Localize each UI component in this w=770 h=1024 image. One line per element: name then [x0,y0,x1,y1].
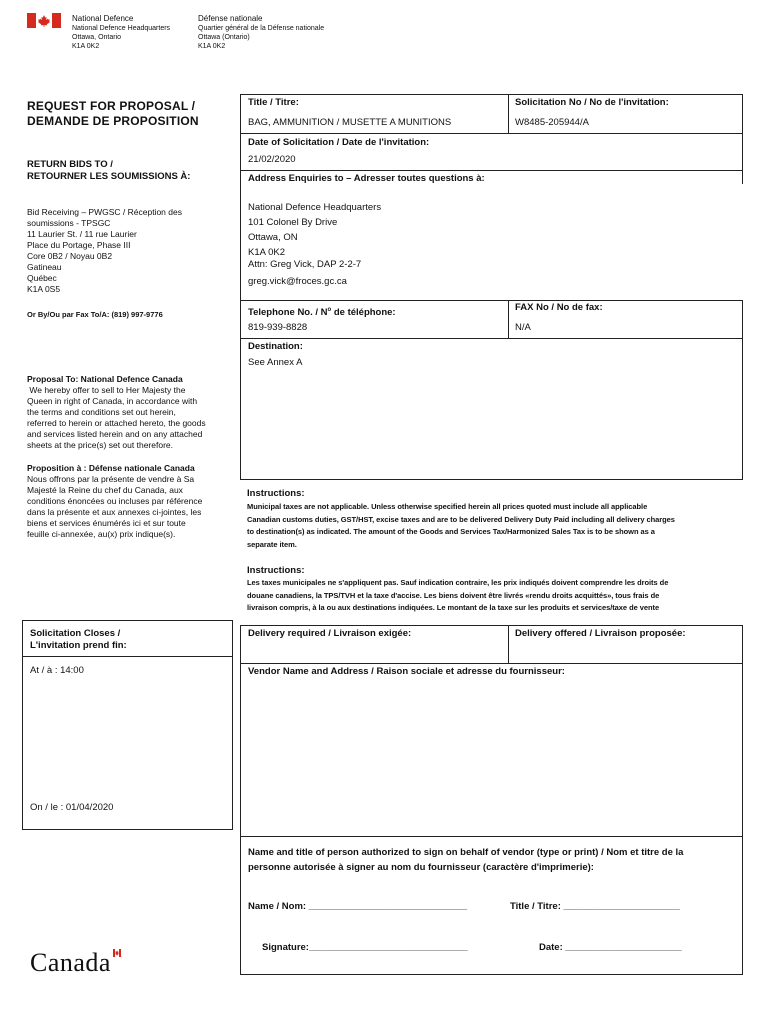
canada-wordmark-text: Canada [30,948,111,977]
instructions-en-line: Canadian customs duties, GST/HST, excise taxes and are to be delivered Delivery Duty Paid including all delivery charges [247,514,675,524]
authorized-signer-label [248,845,683,875]
enquiries-address-line: National Defence Headquarters [248,202,382,213]
document-title-en: REQUEST FOR PROPOSAL / [27,99,196,113]
proposal-en-text [27,385,227,451]
instructions-fr-line: douane canadiens, la TPS/TVH et la taxe d'accise. Les biens doivent être livrés «rendu droits acquittés», tous frais de [247,590,660,600]
enquiries-address-line: K1A 0K2 [248,247,285,258]
return-address-line: Québec [27,273,57,283]
proposal-fr-line: biens et services énumérés ici et sur toute [27,518,186,528]
return-bids-heading [27,159,190,183]
document-title [27,99,199,129]
return-address-line: soumissions - TPSGC [27,218,111,228]
closes-time: At / à : 14:00 [30,665,84,676]
instructions-en-title: Instructions: [247,488,305,499]
name-field[interactable]: Name / Nom: ______________________________ [248,901,468,912]
instructions-en-line: Municipal taxes are not applicable. Unless otherwise specified herein all prices quoted must include all applicable [247,502,648,511]
delivery-required-label: Delivery required / Livraison exigée: [248,628,412,639]
proposal-en-line: referred to herein or attached hereto, the goods [27,418,206,428]
fax-value: N/A [515,322,531,333]
proposal-en-line: Queen in right of Canada, in accordance with [27,396,198,406]
date-left-border [240,134,241,170]
proposal-fr-line: dans la présente et aux annexes ci-jointes, les [27,507,202,517]
title-divider [508,94,509,134]
vendor-bottom-border [240,836,743,837]
enquiries-label: Address Enquiries to – Adresser toutes questions à: [248,173,485,184]
document-title-fr: DEMANDE DE PROPOSITION [27,114,199,128]
proposal-fr-text [27,474,232,540]
telephone-label [248,304,396,319]
enquiries-address-line: Ottawa, ON [248,232,298,243]
closes-label-en: Solicitation Closes / [30,628,121,639]
vendor-label: Vendor Name and Address / Raison sociale et adresse du fournisseur: [248,666,565,677]
date-value: 21/02/2020 [248,154,296,165]
closes-date: On / le : 01/04/2020 [30,802,114,813]
proposal-en-line: the terms and conditions set out herein, [27,407,176,417]
date-right-border [742,134,743,170]
instructions-fr-text [247,577,668,615]
telephone-divider [508,300,509,339]
date-field[interactable]: Date: ______________________ [539,942,682,953]
enquiries-left-border [240,170,241,300]
instructions-en-line: separate item. [247,539,297,549]
title-label: Title / Titre: [248,97,299,108]
closes-label-fr: L'invitation prend fin: [30,640,127,651]
proposal-fr-line: conditions énoncées ou incluses par référence [27,496,203,506]
title-field[interactable]: Title / Titre: ______________________ [510,901,680,912]
fax-label: FAX No / No de fax: [515,302,603,313]
proposal-fr-line: feuille ci-annexée, au(x) prix indique(s). [27,529,176,539]
header-hq-fr: Quartier général de la Défense nationale [198,25,325,32]
instructions-en-text [247,501,675,551]
return-address-line: K1A 0S5 [27,284,61,294]
return-bids-en: RETURN BIDS TO / [27,159,113,170]
canada-wordmark [30,948,111,978]
enquiries-email: greg.vick@froces.gc.ca [248,276,347,287]
proposal-fr-line: Majesté la Reine du chef du Canada, aux [27,485,183,495]
instructions-fr-line: livraison compris, à la ou aux destinations indiquées. Le montant de la taxe sur les produits et services/taxe de vente [247,603,660,613]
proposal-fr [27,463,232,540]
proposal-en-line: sheets at the price(s) set out therefore. [27,440,173,450]
header-hq-en: National Defence Headquarters [72,25,171,32]
return-address-line: Core 0B2 / Noyau 0B2 [27,251,113,261]
header-org-fr: Défense nationale [198,14,263,23]
destination-box [240,338,743,480]
return-address-line: Bid Receiving – PWGSC / Réception des [27,207,182,217]
enquiries-right-border [742,170,743,184]
proposal-en-line: and services listed herein and on any attached [27,429,203,439]
instructions-fr-line: Les taxes municipales ne s'appliquent pas. Sauf indication contraire, les prix indiqués doivent comprendre les droits de [247,578,669,587]
enquiries-address-line: 101 Colonel By Drive [248,217,338,228]
header-english-block [72,14,170,51]
delivery-divider [508,625,509,663]
closes-label [30,628,127,652]
destination-value: See Annex A [248,357,303,368]
proposal-fr-line: Nous offrons par la présente de vendre à Sa [27,474,195,484]
proposal-en-line: We hereby offer to sell to Her Majesty the [27,385,186,395]
delivery-offered-label: Delivery offered / Livraison proposée: [515,628,686,639]
signature-field[interactable]: Signature:______________________________ [262,942,468,953]
authorized-signer-line-2: personne autorisée à signer au nom du fournisseur (caractère d'imprimerie): [248,862,594,873]
instructions-en-line: to destination(s) as indicated. The amount of the Goods and Services Tax/Harmonized Sales Tax is to be shown as a [247,527,655,537]
proposal-en [27,374,227,451]
date-bottom-border [240,170,743,171]
proposal-en-title: Proposal To: National Defence Canada [27,374,183,384]
solicitation-label: Solicitation No / No de l'invitation: [515,97,669,108]
title-value: BAG, AMMUNITION / MUSETTE A MUNITIONS [248,117,452,128]
date-label: Date of Solicitation / Date de l'invitation: [248,137,430,148]
return-address-line: Place du Portage, Phase III [27,240,131,250]
destination-label: Destination: [248,341,303,352]
canada-flag-icon [27,13,61,28]
fax-line: Or By/Ou par Fax To/A: (819) 997-9776 [27,310,163,319]
enquiries-attn: Attn: Greg Vick, DAP 2-2-7 [248,259,362,270]
header-city-fr: Ottawa (Ontario) [198,34,250,41]
delivery-bottom-border [240,663,743,664]
return-address-line: Gatineau [27,262,62,272]
return-address-line: 11 Laurier St. / 11 rue Laurier [27,229,137,239]
wordmark-flag-icon [113,949,121,957]
authorized-signer-line-1: Name and title of person authorized to sign on behalf of vendor (type or print) / Nom et titre de la [248,847,684,858]
header-city-en: Ottawa, Ontario [72,34,122,41]
telephone-label-text: Telephone No. / N [248,307,328,319]
header-french-block [198,14,324,51]
instructions-fr-title: Instructions: [247,565,305,576]
telephone-label-text-fr: de téléphone: [331,307,396,319]
closes-divider [22,656,233,657]
proposal-fr-title: Proposition à : Défense nationale Canada [27,463,195,473]
telephone-value: 819-939-8828 [248,322,308,333]
header-org-en: National Defence [72,14,134,23]
telephone-label-sup: o [327,307,332,313]
enquiries-address [248,200,381,260]
solicitation-value: W8485-205944/A [515,117,589,128]
header-postal-fr: K1A 0K2 [198,43,226,50]
return-bids-fr: RETOURNER LES SOUMISSIONS À: [27,171,191,182]
return-address [27,207,182,295]
header-postal-en: K1A 0K2 [72,43,100,50]
